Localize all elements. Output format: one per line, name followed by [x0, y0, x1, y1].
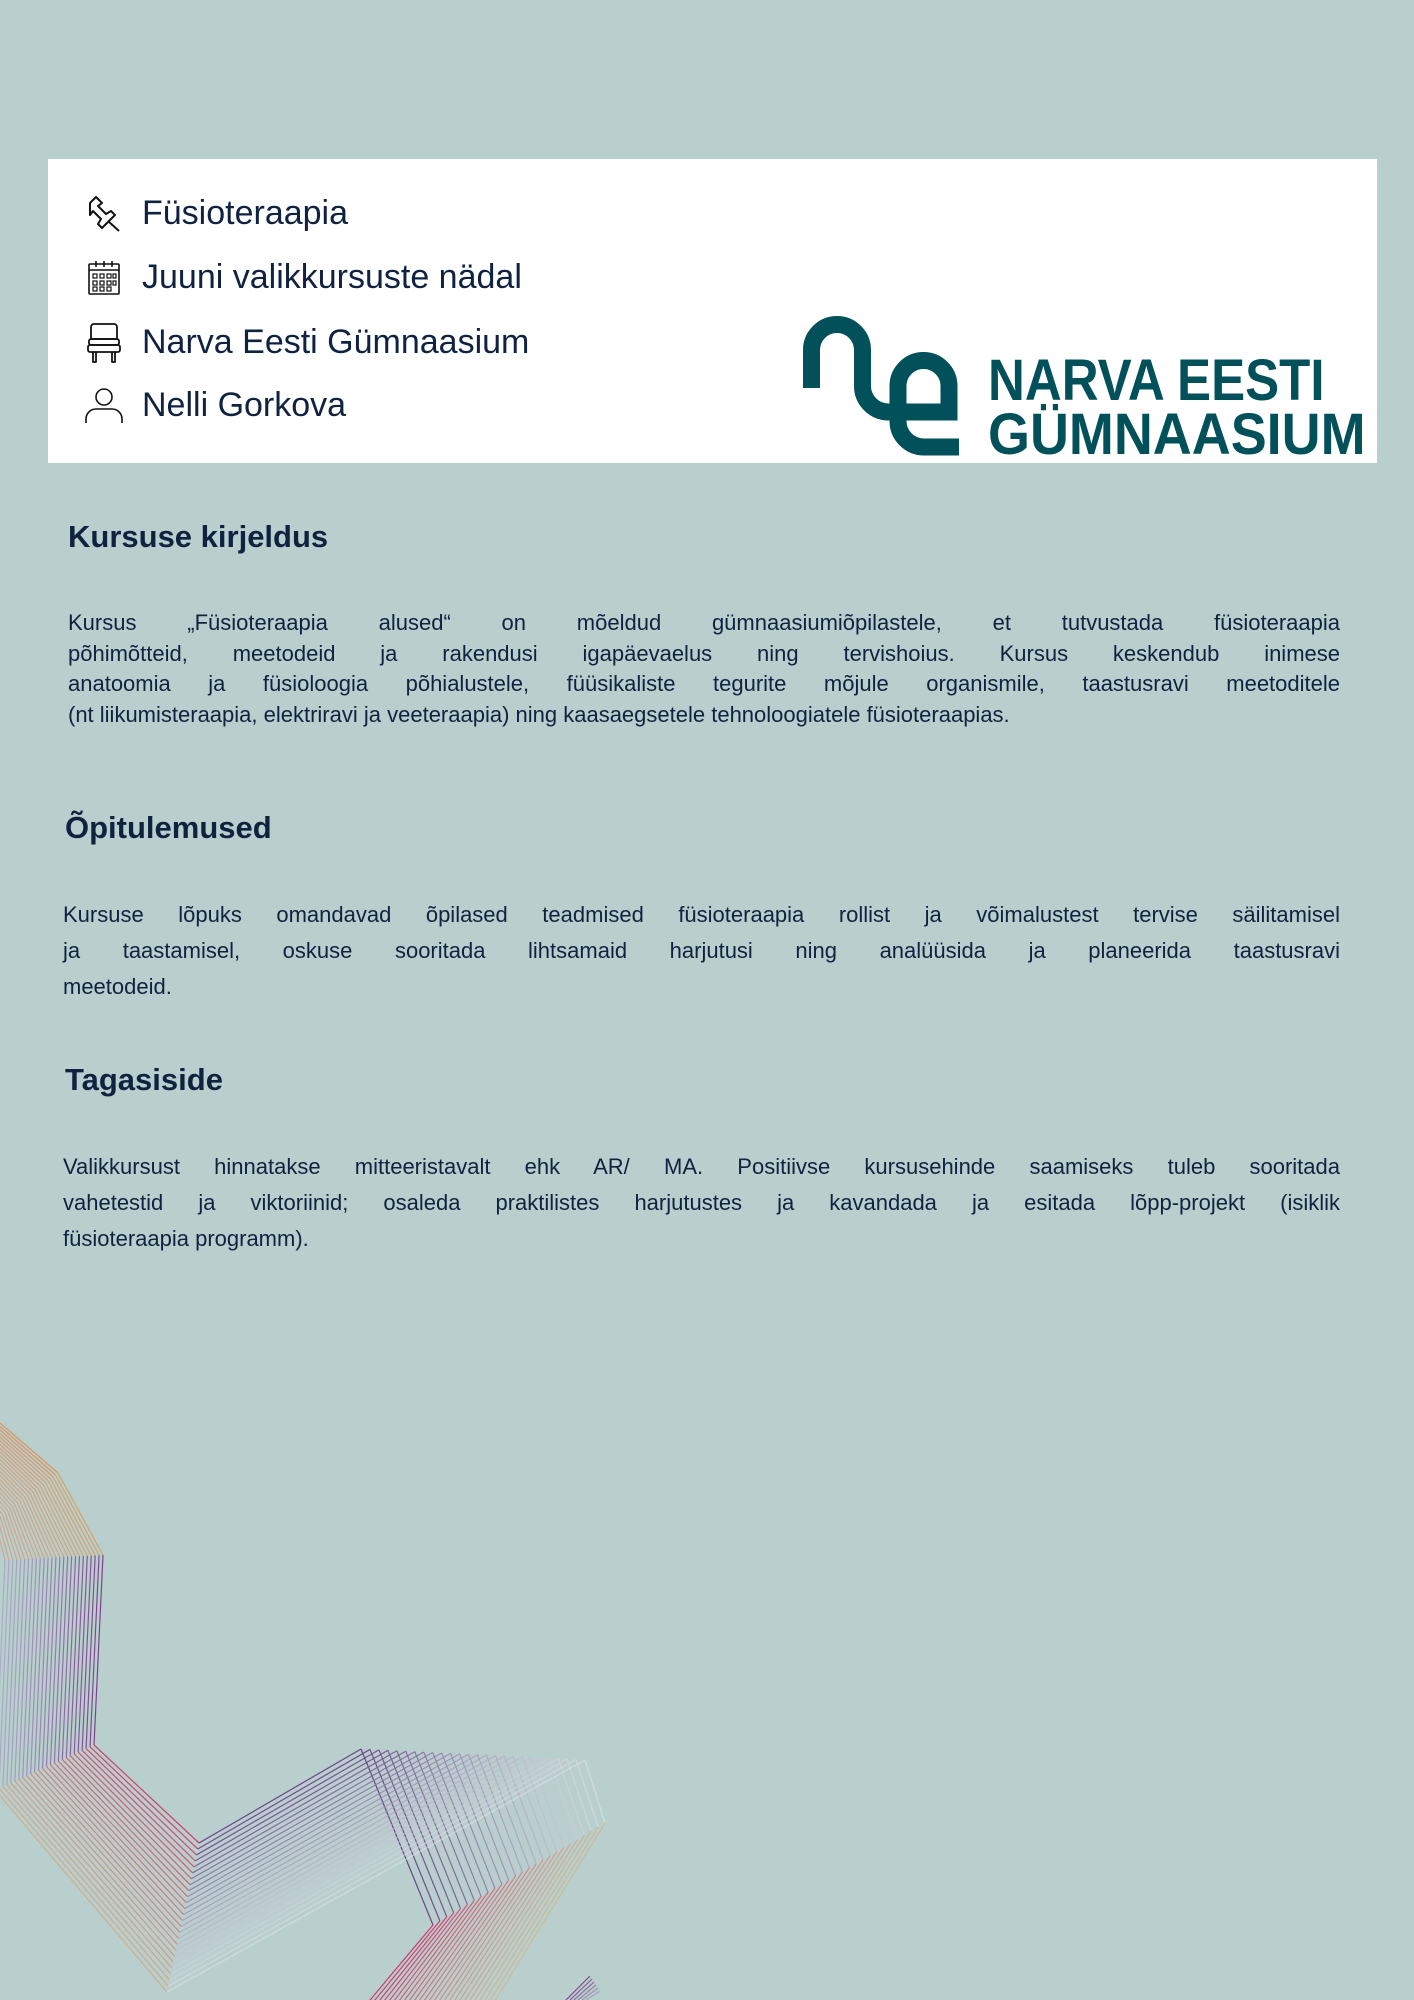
decorative-line — [19, 1559, 29, 1779]
decorative-line — [433, 1753, 488, 1893]
decorative-line — [462, 1843, 570, 2000]
decorative-line — [457, 1847, 563, 2000]
decorative-line — [25, 1497, 52, 1557]
decorative-line — [0, 1435, 43, 1484]
decorative-line — [86, 1555, 95, 1748]
decorative-line — [483, 1827, 598, 2000]
decorative-line — [379, 1750, 447, 1917]
decorative-line — [0, 1518, 9, 1560]
school-row — [84, 317, 529, 367]
decorative-line — [586, 1991, 600, 2000]
decorative-line — [43, 1484, 80, 1556]
decorative-line — [82, 1750, 195, 1860]
school-name: Narva Eesti Gümnaasium — [142, 322, 530, 361]
decorative-line — [406, 1888, 495, 2000]
logo-text-line1: NARVA EESTI — [988, 348, 1325, 413]
text-line: ja taastamisel, oskuse sooritada lihtsamaid harjutusi ning analüüsida ja planeerida taastusravi — [63, 937, 1340, 963]
decorative-line — [90, 1555, 99, 1747]
decorative-line — [421, 1876, 515, 2000]
decorative-line — [488, 1823, 605, 2000]
decorative-line — [35, 1490, 67, 1557]
decorative-line — [0, 1788, 168, 1986]
decorative-line — [70, 1556, 79, 1756]
decorative-line — [478, 1831, 591, 2000]
decorative-line — [3, 1514, 17, 1559]
decorative-line — [452, 1852, 557, 2000]
decorative-line — [86, 1749, 196, 1855]
decorative-line — [8, 1511, 25, 1559]
course-period: Juuni valikkursuste nädal — [142, 257, 522, 296]
decorative-line — [40, 1486, 75, 1556]
decorative-line — [3, 1560, 13, 1787]
decorative-line — [48, 1481, 87, 1556]
pushpin-icon — [84, 193, 124, 233]
decorative-line — [370, 1749, 440, 1920]
decorative-line — [0, 1463, 10, 1509]
decorative-line — [0, 1456, 18, 1503]
decorative-line — [179, 1756, 505, 1938]
text-line: põhimõtteid, meetodeid ja rakendusi igapäevaelus ning tervishoius. Kursus keskendub inimese — [68, 640, 1340, 666]
decorative-line — [185, 1754, 460, 1909]
decorative-line — [18, 1503, 41, 1558]
decorative-line — [194, 1751, 397, 1867]
chair-icon — [84, 322, 124, 362]
decorative-line — [15, 1559, 25, 1781]
decorative-line — [388, 1750, 454, 1912]
decorative-line — [195, 1750, 388, 1861]
decorative-line — [187, 1753, 441, 1897]
decorative-line — [193, 1751, 406, 1873]
decorative-line — [361, 1749, 433, 1925]
decorative-line — [181, 1755, 486, 1926]
decorative-line — [582, 1988, 598, 2000]
school-logo-mark — [803, 316, 963, 461]
decorative-line — [380, 1909, 460, 2000]
decorative-line — [43, 1768, 183, 1920]
decorative-line — [0, 1467, 5, 1513]
decorative-line — [182, 1755, 477, 1921]
decorative-line — [170, 1759, 568, 1980]
decorative-line — [570, 1979, 592, 2000]
decorative-line — [585, 1760, 605, 1823]
decorative-line — [175, 1757, 532, 1956]
decorative-line — [190, 1752, 424, 1885]
text-line: vahetestid ja viktoriinid; osaleda praktilistes harjutustes ja kavandada ja esitada lõpp-projekt (isiklik — [63, 1189, 1340, 1215]
text-line: (nt liikumisteraapia, elektriravi ja veeteraapia) ning kaasaegsetele tehnoloogiatele füsioteraapias. — [68, 701, 1010, 727]
decorative-line — [58, 1557, 67, 1761]
decorative-line — [39, 1770, 182, 1926]
calendar-icon — [84, 257, 124, 297]
decorative-line — [50, 1479, 91, 1556]
decorative-line — [94, 1745, 199, 1843]
decorative-line — [11, 1783, 172, 1968]
decorative-line — [365, 1921, 440, 2000]
decorative-line — [442, 1860, 543, 2000]
decorative-line — [15, 1781, 174, 1962]
decorative-line — [38, 1488, 72, 1557]
decorative-line — [50, 1765, 184, 1909]
decorative-line — [184, 1754, 469, 1914]
decorative-line — [0, 1442, 35, 1490]
decorative-line — [415, 1752, 475, 1901]
decorative-line — [54, 1557, 63, 1763]
decorative-line — [74, 1754, 192, 1873]
decorative-line — [28, 1496, 56, 1558]
decorative-line — [198, 1749, 370, 1849]
person-icon — [84, 385, 124, 425]
decorative-line — [578, 1985, 596, 2000]
decorative-line — [0, 1440, 38, 1488]
decorative-line — [62, 1759, 188, 1890]
course-info-header — [48, 159, 1377, 467]
decorative-line — [53, 1477, 95, 1556]
course-period-row — [84, 252, 522, 302]
decorative-line — [495, 1756, 536, 1864]
decorative-line — [58, 1761, 187, 1896]
text-line: Kursus „Füsioteraapia alused“ on mõeldud gümnaasiumiõpilastele, et tutvustada füsioteraapia — [68, 610, 1340, 635]
decorative-line — [39, 1558, 49, 1770]
decorative-line — [0, 1444, 33, 1492]
decorative-line — [0, 1465, 8, 1511]
decorative-line — [74, 1556, 83, 1754]
decorative-line — [386, 1905, 468, 2000]
decorative-line — [0, 1427, 53, 1477]
decorative-line — [566, 1976, 590, 2000]
decorative-line — [189, 1753, 433, 1891]
decorative-line — [567, 1759, 591, 1831]
decorative-line — [574, 1982, 594, 2000]
decorative-line — [33, 1492, 64, 1557]
decorative-line — [416, 1880, 508, 2000]
decorative-line — [401, 1892, 488, 2000]
decorative-line — [0, 1452, 23, 1499]
section-heading-outcomes: Õpitulemused — [65, 810, 272, 845]
decorative-line — [375, 1913, 453, 2000]
decorative-line — [58, 1473, 103, 1555]
decorative-line — [70, 1756, 191, 1879]
decorative-line — [45, 1482, 83, 1556]
decorative-line — [23, 1559, 33, 1778]
text-line: Kursuse lõpuks omandavad õpilased teadmised füsioteraapia rollist ja võimalustest tervise säilitamisel — [63, 902, 1340, 927]
course-name-row — [84, 188, 348, 238]
course-name: Füsioteraapia — [142, 193, 349, 232]
decorative-line — [78, 1556, 87, 1752]
decorative-line — [0, 1438, 40, 1487]
decorative-line — [522, 1757, 557, 1852]
decorative-line — [370, 1917, 447, 2000]
decorative-line — [66, 1758, 190, 1885]
logo-text-line2: GÜMNAASIUM — [988, 402, 1366, 467]
decorative-line — [396, 1896, 481, 2000]
decorative-line — [177, 1756, 513, 1944]
decorative-line — [11, 1559, 21, 1783]
decorative-line — [62, 1557, 71, 1760]
decorative-line — [451, 1753, 502, 1884]
decorative-line — [424, 1752, 481, 1896]
decorative-line — [43, 1558, 53, 1769]
decorative-line — [437, 1864, 536, 2000]
decorative-line — [19, 1779, 175, 1956]
decorative-line — [460, 1754, 509, 1880]
decorative-line — [31, 1558, 41, 1774]
decorative-line — [432, 1868, 530, 2000]
decorative-line — [82, 1556, 91, 1751]
decorative-line — [54, 1763, 186, 1903]
decorative-line — [20, 1501, 44, 1558]
decorative-line — [360, 1925, 433, 2000]
decorative-line — [55, 1475, 99, 1555]
decorative-line — [0, 1790, 167, 1992]
school-logo — [803, 316, 1383, 467]
decorative-line — [0, 1448, 28, 1496]
decorative-line — [477, 1755, 522, 1872]
decorative-line — [90, 1747, 198, 1849]
decorative-line — [31, 1774, 179, 1939]
decorative-line — [7, 1559, 17, 1784]
decorative-line — [442, 1753, 495, 1888]
decorative-line — [406, 1751, 468, 1904]
decorative-line — [0, 1520, 5, 1560]
decorative-line — [0, 1460, 13, 1506]
decorative-line — [50, 1557, 59, 1765]
decorative-line — [94, 1555, 103, 1745]
decorative-line — [5, 1512, 21, 1559]
section-text-feedback — [63, 1149, 1340, 1256]
decorative-line — [168, 1760, 576, 1986]
decorative-line — [199, 1749, 361, 1843]
decorative-line — [46, 1557, 55, 1766]
decorative-line — [558, 1759, 584, 1836]
decorative-line — [531, 1757, 563, 1847]
decorative-line — [0, 1446, 30, 1494]
decorative-line — [576, 1760, 598, 1828]
decorative-line — [504, 1756, 543, 1860]
decorative-line — [0, 1454, 20, 1501]
decorative-line — [0, 1458, 15, 1505]
decorative-line — [3, 1786, 170, 1980]
decorative-line — [167, 1760, 585, 1992]
decorative-line — [46, 1767, 183, 1915]
decorative-line — [468, 1839, 578, 2000]
decorative-line — [191, 1752, 414, 1879]
decorative-line — [30, 1494, 60, 1558]
decorative-line — [513, 1756, 550, 1855]
decorative-line — [549, 1758, 577, 1839]
decorative-line — [0, 1423, 58, 1473]
decorative-line — [186, 1753, 450, 1902]
decorative-line — [15, 1505, 36, 1558]
decorative-line — [0, 1433, 45, 1482]
decorative-line — [0, 1560, 5, 1790]
decorative-line — [173, 1758, 540, 1962]
decorative-line — [66, 1556, 75, 1757]
decorative-line — [473, 1835, 585, 2000]
decorative-line — [0, 1469, 3, 1515]
decorative-line — [171, 1759, 558, 1974]
decorative-line — [0, 1450, 25, 1497]
decorative-line — [196, 1750, 378, 1855]
decorative-line — [35, 1558, 45, 1772]
decorative-line — [391, 1901, 475, 2000]
decorative-line — [35, 1772, 180, 1932]
teacher-row — [84, 380, 346, 430]
decorative-line — [23, 1499, 48, 1557]
section-heading-description: Kursuse kirjeldus — [68, 519, 329, 554]
decorative-line — [447, 1856, 550, 2000]
decorative-line — [172, 1758, 549, 1968]
decorative-line — [0, 1429, 50, 1478]
section-text-description — [68, 608, 1340, 730]
decorative-line — [78, 1752, 194, 1867]
section-heading-feedback: Tagasiside — [65, 1062, 223, 1097]
decorative-line — [0, 1516, 13, 1559]
decorative-line — [486, 1755, 529, 1868]
decorative-line — [13, 1507, 33, 1559]
decorative-line — [27, 1558, 37, 1775]
text-line: anatoomia ja füsioloogia põhialustele, füüsikaliste tegurite mõjule organismile, taastusravi meetoditele — [68, 671, 1340, 697]
text-line: meetodeid. — [63, 973, 172, 999]
decorative-line — [7, 1785, 171, 1975]
text-line: füsioteraapia programm). — [63, 1225, 309, 1251]
teacher-name: Nelli Gorkova — [142, 385, 347, 424]
decorative-line — [540, 1758, 570, 1844]
decorative-line — [397, 1751, 461, 1909]
decorative-line — [180, 1756, 496, 1933]
decorative-line — [0, 1560, 9, 1788]
decorative-line — [411, 1884, 502, 2000]
section-text-outcomes — [63, 897, 1340, 1004]
decorative-line — [0, 1431, 48, 1480]
decorative-line — [10, 1509, 28, 1559]
decorative-line — [27, 1776, 178, 1945]
decorative-line — [427, 1872, 523, 2000]
decorative-line — [469, 1754, 516, 1876]
decorative-line — [23, 1777, 176, 1950]
decorative-line — [176, 1757, 522, 1950]
decorative-line — [0, 1425, 55, 1475]
text-line: Valikkursust hinnatakse mitteeristavalt ehk AR/ MA. Positiivse kursusehinde saamiseks tuleb sooritada — [63, 1154, 1340, 1179]
